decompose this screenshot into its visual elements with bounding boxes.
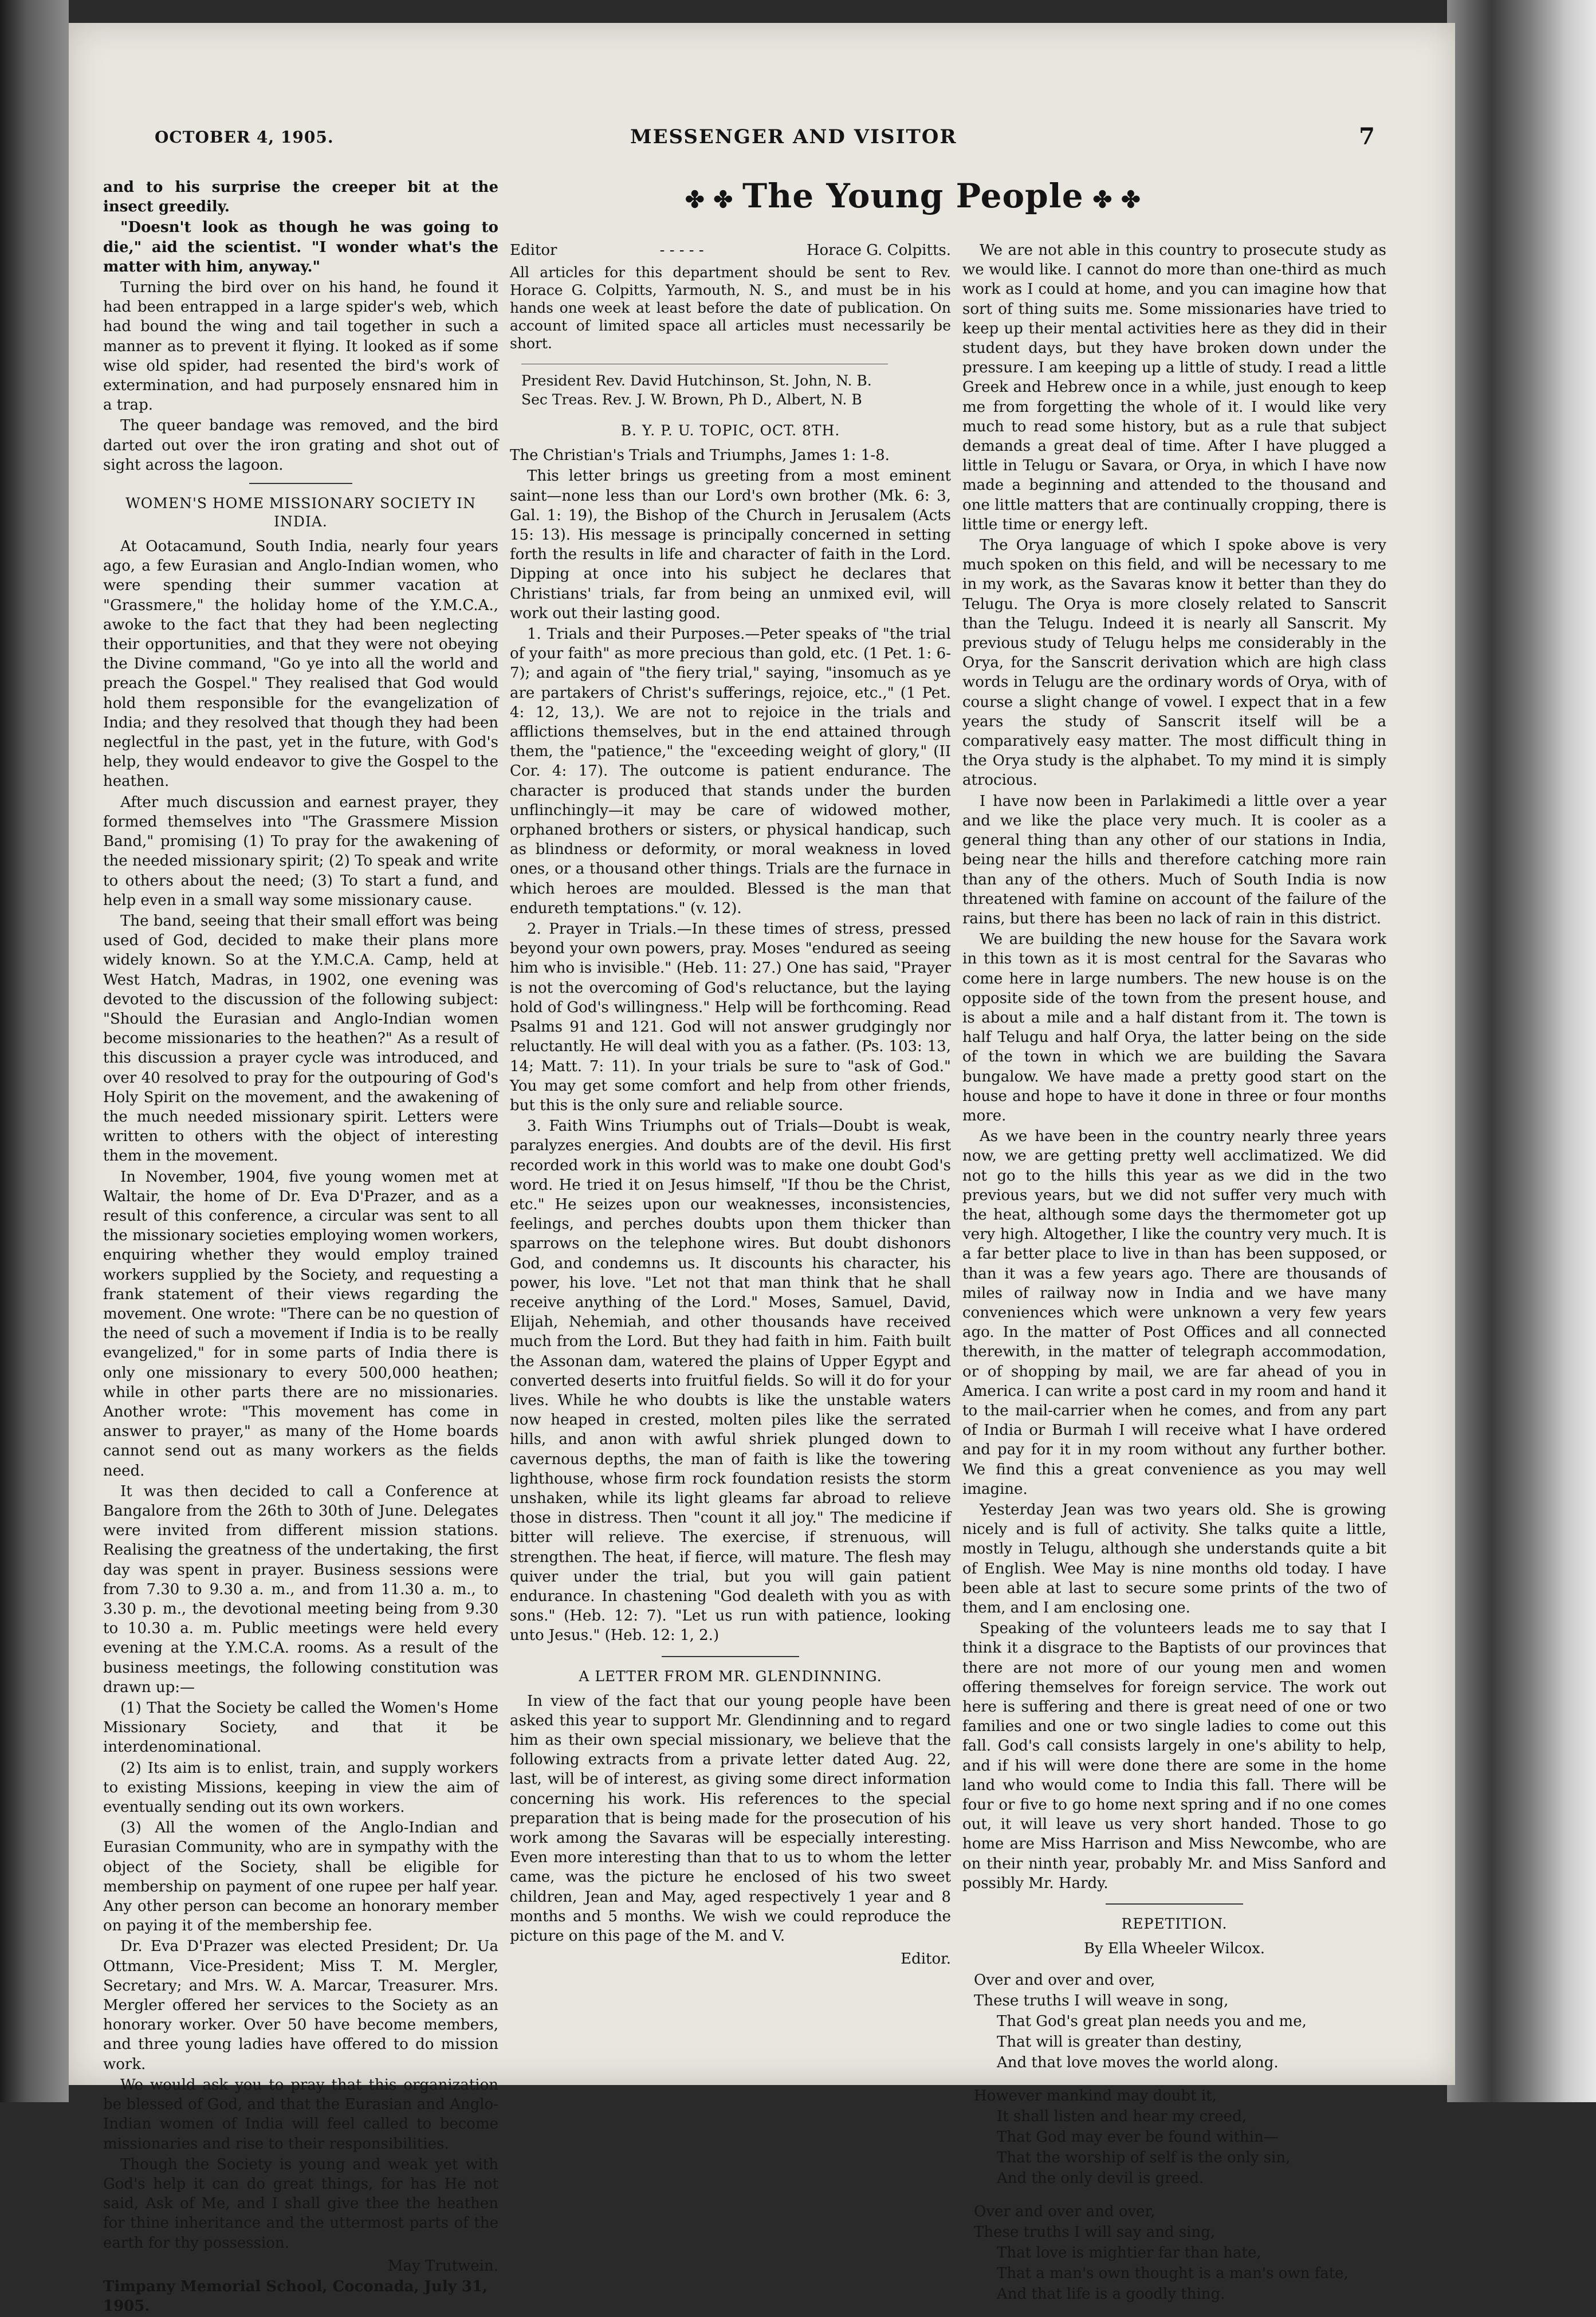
poem-line: That love is mightier far than hate, [997, 2244, 1261, 2262]
society-paragraph: (2) Its aim is to enlist, train, and supply workers to existing Missions, keeping in view the aim of eventually sending out its own workers. [103, 1759, 498, 1816]
letter-paragraph: I have now been in Parlakimedi a little over a year and we like the place very much. It is cooler as a general thing than any other of our stations in India, being near the hills and therefore catching more rain than any of the others. Much of South India is now threatened with famine on account of the failure of the rains, but there has been no lack of rain in this district. [962, 792, 1386, 927]
poem-line: That God may ever be found within— [997, 2129, 1279, 2146]
officer-secretary: Sec Treas. Rev. J. W. Brown, Ph D., Albert, N. B [521, 391, 862, 408]
society-paragraph: Dr. Eva D'Prazer was elected President; Dr. Ua Ottmann, Vice-President; Miss T. M. Mergler, Secretary; and Mrs. W. A. Marcar, Treasurer. Mrs. Mergler offered her services to the Society as an honorary worker. Over 50 have become members, and three young ladies have offered to do mission work. [103, 1938, 498, 2073]
header-page-number: 7 [1359, 123, 1375, 150]
society-paragraph: (1) That the Society be called the Women's Home Missionary Society, and that it be interdenominational. [103, 1700, 498, 1756]
divider [1106, 1903, 1243, 1905]
poem-stanza [974, 1970, 1386, 2073]
poem-line: Over and over and over, [974, 2203, 1155, 2221]
middle-column [510, 241, 951, 1969]
editor-label: Editor [510, 242, 557, 259]
intro-paragraph: and to his surprise the creeper bit at the insect greedily. [103, 179, 498, 216]
ornament-left-icon: ✤ ✤ [685, 186, 733, 213]
intro-paragraph: The queer bandage was removed, and the bird darted out over the iron grating and shot out of sight across the lagoon. [103, 417, 498, 474]
editor-line [510, 241, 951, 260]
poem-title: REPETITION. [1121, 1915, 1228, 1933]
poem-line: Over and over and over, [974, 1972, 1155, 1989]
poem-stanza [974, 2201, 1386, 2304]
editor-dashes: - - - - - [659, 242, 704, 259]
divider [249, 483, 352, 484]
society-paragraph: Though the Society is young and weak yet with God's help it can do great things, for has He not said, Ask of Me, and I shall give thee the heathen for thine inheritance and the uttermost parts of the earth for thy possession. [103, 2155, 498, 2252]
society-paragraph: In November, 1904, five young women met at Waltair, the home of Dr. Eva D'Prazer, and as a result of this conference, a circular was sent to all the missionary societies employing women workers, enquiring whether they would employ trained workers supplied by the Society, and requesting a frank statement of their views regarding the movement. One wrote: "There can be no question of the need of such a movement if India is to be really evangelized," for in some parts of India there is only one missionary to every 500,000 heathen; while in other parts there are no missionaries. Another wrote: "This movement has come in answer to prayer," as many of the Home boards cannot send out as many workers as the fields need. [103, 1168, 498, 1480]
poem-line: However mankind may doubt it, [974, 2087, 1217, 2105]
poem-line: And that life is a goodly thing. [997, 2285, 1225, 2303]
right-column [962, 241, 1386, 2317]
page-header [115, 123, 1421, 163]
topic-paragraph: 2. Prayer in Trials.—In these times of stress, pressed beyond your own powers, pray. Moses "endured as seeing him who is invisible." (Heb. 11: 27.) One has said, "Prayer is not the overcoming of God's reluctance, but the laying hold of God's willingness." Help will be forthcoming. Read Psalms 91 and 121. God will not answer grudgingly nor reluctantly. He will deal with you as a father. (Ps. 103: 13, 14; Matt. 7: 11). In your trials be sure to "ask of God." You may get some comfort and help from other friends, but this is the only sure and reliable source. [510, 920, 951, 1114]
letter-heading: A LETTER FROM MR. GLENDINNING. [579, 1667, 882, 1685]
officers-block [521, 364, 888, 409]
intro-paragraph: "Doesn't look as though he was going to die," aid the scientist. "I wonder what's the matter with him, anyway." [103, 219, 498, 276]
newspaper-page [69, 23, 1455, 2315]
society-paragraph: After much discussion and earnest prayer, they formed themselves into "The Grassmere Mission Band," promising (1) To pray for the awakening of the needed missionary spirit; (2) To speak and write to others about the need; (3) To start a fund, and help even in a small way some missionary cause. [103, 793, 498, 909]
society-paragraph: The band, seeing that their small effort was being used of God, decided to make their plans more widely known. So at the Y.M.C.A. Camp, held at West Hatch, Madras, in 1902, one evening was devoted to the discussion of the following subject: "Should the Eurasian and Anglo-Indian women become missionaries to the heathen?" As a result of this discussion a prayer cycle was introduced, and over 40 resolved to pray for the outpouring of God's Holy Spirit on the movement, and the awakening of the much needed missionary spirit. Letters were written to others with the object of interesting them in the movement. [103, 912, 498, 1165]
editor-name: Horace G. Colpitts. [806, 242, 951, 259]
poem [974, 1970, 1386, 2304]
dateline: Timpany Memorial School, Coconada, July 31, 1905. [103, 2277, 488, 2315]
topic-paragraph: The Christian's Trials and Triumphs, James 1: 1-8. [510, 447, 890, 465]
society-paragraph: (3) All the women of the Anglo-Indian and Eurasian Community, who are in sympathy with the object of the Society, shall be eligible for membership on payment of one rupee per half year. Any other person can become an honorary member on paying it of the membership fee. [103, 1819, 498, 1935]
topic-heading: B. Y. P. U. TOPIC, OCT. 8TH. [620, 422, 840, 439]
letter-paragraph: The Orya language of which I spoke above is very much spoken on this field, and will be necessary to me in my work, as the Savaras know it better than they do Telugu. The Orya is more closely related to Sanscrit than the Telugu. Indeed it is nearly all Sanscrit. My previous study of Telugu helps me considerably in the Orya, for the Sanscrit derivation which are high class words in Telugu are the ordinary words of Orya, with of course a slight change of vowel. I expect that in a few years the study of Sanscrit itself will be a comparatively easy matter. The most difficult thing in the Orya study is the alphabet. To my mind it is simply atrocious. [962, 537, 1386, 789]
section-title-text: The Young People [742, 176, 1084, 215]
signature: May Trutwein. [387, 2257, 498, 2275]
poem-line: And the only devil is greed. [997, 2170, 1204, 2188]
topic-paragraph: This letter brings us greeting from a most eminent saint—none less than our Lord's own brother (Mk. 6: 3, Gal. 1: 19), the Bishop of the Church in Jerusalem (Acts 15: 13). His message is principally concerned in setting forth the results in life and character of faith in the Lord. Dipping at once into his subject he declares that Christians' trials, far from being an unmixed evil, will work out their lasting good. [510, 467, 951, 622]
officer-president: President Rev. David Hutchinson, St. John, N. B. [521, 372, 872, 390]
poem-line: It shall listen and hear my creed, [997, 2108, 1247, 2126]
header-paper-title: MESSENGER AND VISITOR [630, 125, 957, 148]
poem-line: These truths I will say and sing, [974, 2224, 1216, 2241]
topic-paragraph: 1. Trials and their Purposes.—Peter speaks of "the trial of your faith" as more precious than gold, etc. (1 Pet. 1: 6-7); and again of "the fiery trial," saying, "insomuch as ye are partakers of Christ's sufferings, rejoice, etc.," (1 Pet. 4: 12, 13,). We are not to rejoice in the trials and afflictions themselves, but in the end attained through them, the "patience," the "exceeding weight of glory," (II Cor. 4: 17). The outcome is patient endurance. The character is produced that stands under the burden unflinchingly—it may be care of widowed mother, orphaned brothers or sisters, or physical handicap, such as blindness or deformity, or moral weakness in loved ones, or a thousand other things. Trials are the furnace in which heroes are moulded. Blessed is the man that endureth temptations." (v. 12). [510, 626, 951, 917]
scan-edge-right [1447, 0, 1596, 2102]
intro-paragraph: Turning the bird over on his hand, he found it had been entrapped in a large spider's web, which had bound the wing and tail together in such a manner as to prevent it flying. It looked as if some wise old spider, had resented the bird's work of extermination, and had purposely ensnared him in a trap. [103, 279, 498, 414]
poem-line: And that love moves the world along. [997, 2054, 1279, 2072]
letter-intro-paragraph: In view of the fact that our young people have been asked this year to support Mr. Glendinning and to regard him as their own special missionary, we believe that the following extracts from a private letter dated Aug. 22, last, will be of interest, as giving some direct information concerning his work. His references to the special preparation that is being made for the prosecution of his work among the Savaras will be especially interesting. Even more interesting than that to us to whom the letter came, was the picture he enclosed of his two sweet children, Jean and May, aged respectively 1 year and 8 months and 5 months. We wish we could reproduce the picture on this page of the M. and V. [510, 1692, 951, 1945]
left-column [103, 178, 498, 2316]
letter-paragraph: Speaking of the volunteers leads me to say that I think it a disgrace to the Baptists of our provinces that there are not more of our young men and women offering themselves for foreign service. The work out here is suffering and there is great need of one or two families and one or two single ladies to come out this fall. God's call consists largely in one's ability to help, and if his will were done there are some in the home land who would come to India this fall. There will be four or five to go home next spring and if no one comes out, it will leave us very short handed. Those to go home are Miss Harrison and Miss Newcombe, who are on their ninth year, probably Mr. and Miss Sanford and possibly Mr. Hardy. [962, 1620, 1386, 1892]
society-paragraph: At Ootacamund, South India, nearly four years ago, a few Eurasian and Anglo-Indian women, who were spending their summer vacation at "Grassmere," the holiday home of the Y.M.C.A., awoke to the fact that they had been neglecting their opportunities, and that they were not obeying the Divine command, "Go ye into all the world and preach the Gospel." They realised that God would hold them responsible for the evangelization of India; and they resolved that though they had been neglectful in the past, yet in the future, with God's help, they would endeavor to give the Gospel to the heathen. [103, 538, 498, 790]
society-paragraph: It was then decided to call a Conference at Bangalore from the 26th to 30th of June. Delegates were invited from different mission stations. Realising the greatness of the undertaking, the first day was spent in prayer. Business sessions were from 7.30 to 9.30 a. m., and from 11.30 a. m., to 3.30 p. m., the devotional meeting being from 9.30 to 10.30 a. m. Public meetings were held every evening at the Y.M.C.A. rooms. As a result of the business meetings, the following constitution was drawn up:— [103, 1482, 498, 1696]
header-date: OCTOBER 4, 1905. [155, 128, 334, 147]
topic-paragraph: 3. Faith Wins Triumphs out of Trials—Doubt is weak, paralyzes energies. And doubts are of the devil. His first recorded work in this world was to make one doubt God's word. He tried it on Jesus himself, "If thou be the Christ, etc." He seizes upon our weaknesses, inconsistencies, feelings, and perches doubts upon them thicker than sparrows on the telephone wires. But doubt dishonors God, and condemns us. It discounts his character, his power, his love. "Let not that man think that he shall receive anything of the Lord." Moses, Samuel, David, Elijah, Nehemiah, and other thousands have received much from the Lord. But they had faith in him. Faith built the Assonan dam, watered the plains of Upper Egypt and converted deserts into fruitful fields. So will it do for your lives. While he who doubts is like the unstable waters now heaped in crested, molten piles like the serrated hills, and anon with awful shriek plunged down to cavernous depths, the man of faith is like the towering lighthouse, whose firm rock foundation resists the storm unshaken, while its light gleams far abroad to relieve those in distress. Then "count it all joy." The medicine if bitter will relieve. The exercise, if strenuous, will strengthen. The heat, if fierce, will mature. The flesh may quiver under the trial, but you will gain patient endurance. In chastening "God dealeth with you as with sons." (Heb. 12: 7). "Let us run with patience, looking unto Jesus." (Heb. 12: 1, 2.) [510, 1118, 951, 1645]
letter-paragraph: We are building the new house for the Savara work in this town as it is most central for the Savaras who come here in large numbers. The new house is on the opposite side of the town from the present house, and is about a mile and a half distant from it. The town is half Telugu and half Orya, the latter being on the side of the town in which we are building the Savara bungalow. We have made a pretty good start on the house and hope to have it done in three or four months more. [962, 931, 1386, 1124]
letter-signature: Editor. [901, 1950, 951, 1968]
poem-line: That a man's own thought is a man's own fate, [997, 2265, 1349, 2283]
poem-stanza [974, 2086, 1386, 2189]
poem-line: These truths I will weave in song, [974, 1992, 1229, 2010]
submission-notice: All articles for this department should be sent to Rev. Horace G. Colpitts, Yarmouth, N. S., and must be in his hands one week at least before the date of publication. On account of limited space all articles must necessarily be short. [510, 264, 951, 352]
letter-paragraph: As we have been in the country nearly three years now, we are getting pretty well acclimatized. We did not go to the hills this year as we did in the two previous years, but we did not suffer very much with the heat, although some days the thermometer got up very high. Altogether, I like the country very much. It is a far better place to live in than has been supposed, or than it was a few years ago. There are thousands of miles of railway now in India and we have many conveniences which were unknown a very few years ago. In the matter of Post Offices and all connected therewith, in the matter of telegraph accommodation, or of shopping by mail, we are far ahead of you in America. I can write a post card in my room and hand it to the mail-carrier when he comes, and from any part of India or Burmah I will receive what I have ordered and pay for it in my room without any further bother. We find this a great convenience as you may well imagine. [962, 1128, 1386, 1498]
scan-edge-left [0, 0, 69, 2102]
poem-line: That will is greater than destiny, [997, 2033, 1243, 2051]
poem-author: By Ella Wheeler Wilcox. [1083, 1940, 1265, 1958]
young-people-title [676, 176, 1150, 215]
poem-line: That the worship of self is the only sin, [997, 2149, 1291, 2167]
ornament-right-icon: ✤ ✤ [1092, 186, 1141, 213]
letter-paragraph: Yesterday Jean was two years old. She is growing nicely and is full of activity. She talks quite a little, mostly in Telugu, although she understands quite a bit of English. Wee May is nine months old today. I have been able at last to secure some prints of the two of them, and I am enclosing one. [962, 1501, 1386, 1617]
divider [662, 1656, 799, 1657]
society-paragraph: We would ask you to pray that this organization be blessed of God, and that the Eurasian and Anglo-Indian women of India will feel called to become missionaries and rise to their responsibilities. [103, 2076, 498, 2153]
poem-line: That God's great plan needs you and me, [997, 2013, 1307, 2031]
letter-paragraph: We are not able in this country to prosecute study as we would like. I cannot do more than one-third as much work as I could at home, and you can imagine how that sort of thing suits me. Some missionaries have tried to keep up their mental activities here as they did in their student days, but they have broken down under the pressure. I am keeping up a little of study. I read a little Greek and Hebrew once in a while, just enough to keep me from forgetting the whole of it. I would like very much to read some history, but as a rule that subject demands a great deal of time. After I have plugged a little in Telugu or Savara, or Orya, in which I have now made a beginning and attended to the thousand and one little matters that are continually cropping, there is little time or energy left. [962, 242, 1386, 533]
society-heading: WOMEN'S HOME MISSIONARY SOCIETY IN INDIA. [125, 495, 476, 530]
